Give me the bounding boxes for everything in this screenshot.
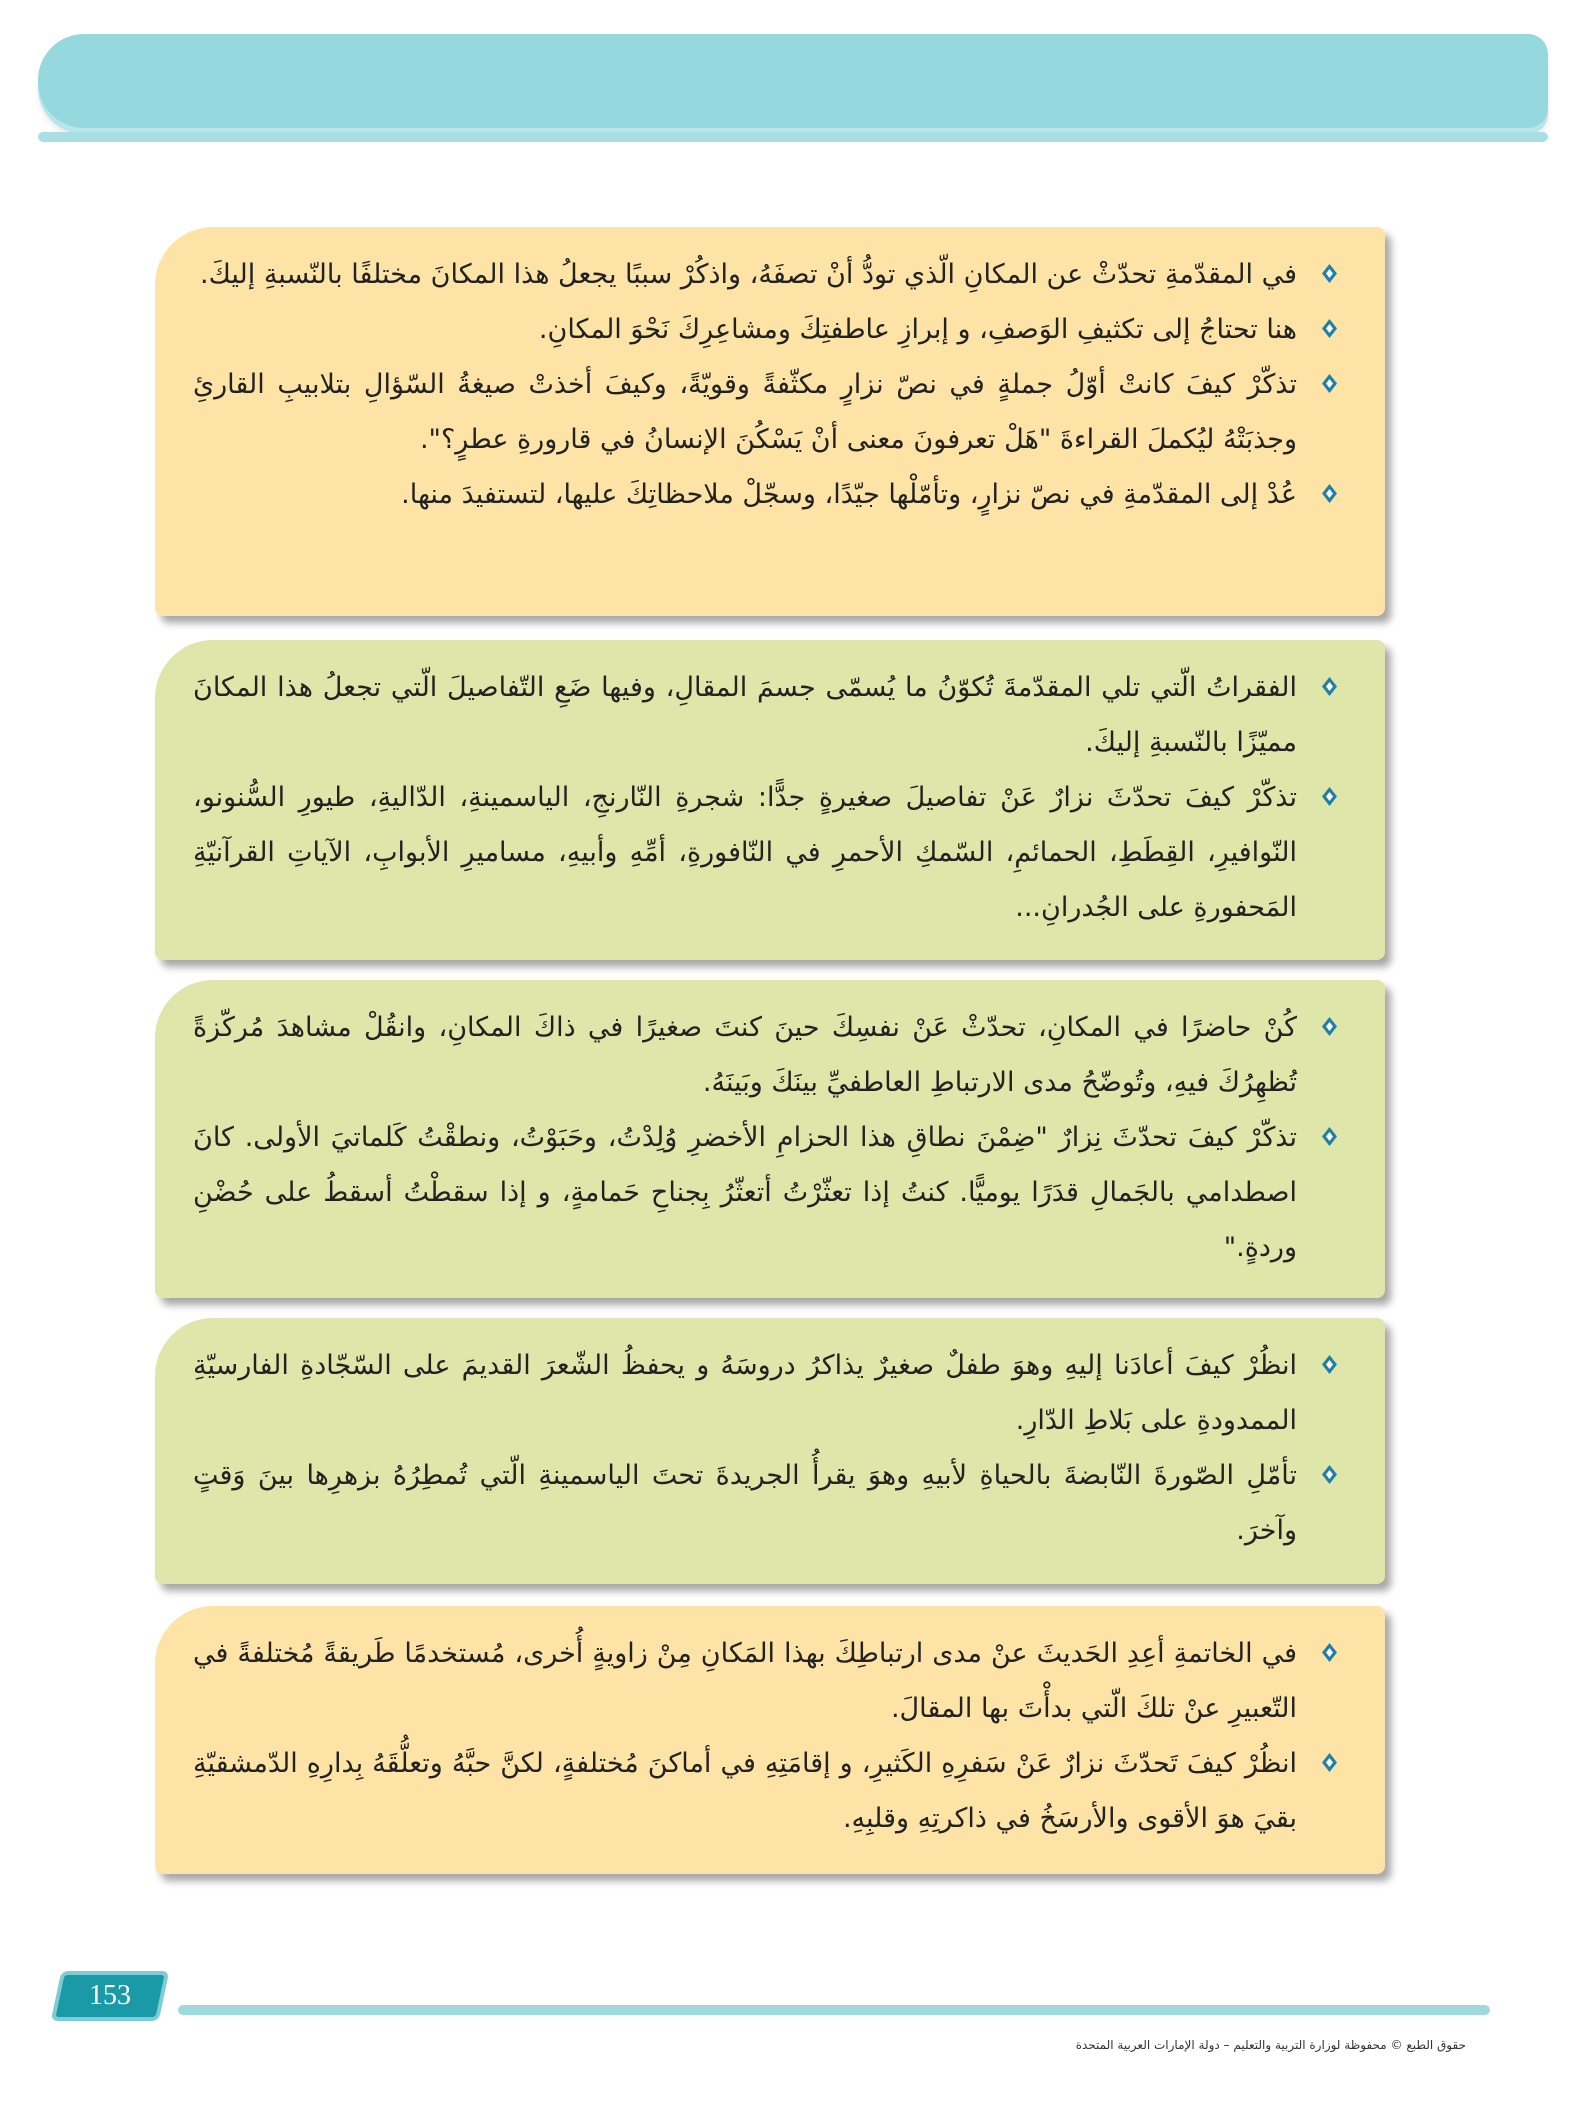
bullet-list (193, 1626, 1337, 1846)
list-item: كُنْ حاضرًا في المكانِ، تحدّثْ عَنْ نفسِكَ حينَ كنتَ صغيرًا في ذاكَ المكانِ، وانقُلْ مشاهدَ مُركّزةً تُظهِرُكَ فيهِ، وتُوضّحُ مدى الارتباطِ العاطفيِّ بينَكَ وبَينَهُ. (193, 1000, 1337, 1110)
list-item: انظُرْ كيفَ أعادَنا إليهِ وهوَ طفلٌ صغيرٌ يذاكرُ دروسَهُ و يحفظُ الشّعرَ القديمَ على السّجّادةِ الفارسيّةِ الممدودةِ على بَلاطِ الدّارِ. (193, 1338, 1337, 1448)
bullet-diamond-icon (1322, 1753, 1337, 1772)
list-item: في الخاتمةِ أعِدِ الحَديثَ عنْ مدى ارتباطِكَ بهذا المَكانِ مِنْ زاويةٍ أُخرى، مُستخدمًا طَريقةً مُختلفةً في التّعبيرِ عنْ تلكَ الّتي بدأْتَ بها المقالَ. (193, 1626, 1337, 1736)
bullet-diamond-icon (1322, 264, 1337, 283)
list-item: تذكّرْ كيفَ كانتْ أوّلُ جملةٍ في نصّ نزارٍ مكثّفةً وقويّةً، وكيفَ أخذتْ صيغةُ السّؤالِ بتلابيبِ القارئِ وجذبَتْهُ ليُكملَ القراءةَ "هَلْ تعرفونَ معنى أنْ يَسْكُنَ الإنسانُ في قارورةِ عطرٍ؟". (193, 357, 1337, 467)
list-item: هنا تحتاجُ إلى تكثيفِ الوَصفِ، و إبرازِ عاطفتِكَ ومشاعِرِكَ نَحْوَ المكانِ. (193, 302, 1337, 357)
list-item: عُدْ إلى المقدّمةِ في نصّ نزارٍ، وتأمّلْها جيّدًا، وسجّلْ ملاحظاتِكَ عليها، لتستفيدَ منها. (193, 467, 1337, 522)
bullet-diamond-icon (1322, 484, 1337, 503)
bullet-diamond-icon (1322, 1643, 1337, 1662)
box-body-memories (155, 1318, 1385, 1584)
copyright-footer: حقوق الطبع © محفوظة لوزارة التربية والتعليم – دولة الإمارات العربية المتحدة (1075, 2038, 1466, 2052)
bullet-diamond-icon (1322, 1355, 1337, 1374)
list-item: الفقراتُ الّتي تلي المقدّمةَ تُكوّنُ ما يُسمّى جسمَ المقالِ، وفيها ضَعِ التّفاصيلَ الّتي تجعلُ هذا المكانَ مميّزًا بالنّسبةِ إليكَ. (193, 660, 1337, 770)
bullet-diamond-icon (1322, 319, 1337, 338)
page-number-badge (56, 1975, 165, 2017)
bullet-diamond-icon (1322, 1017, 1337, 1036)
bullet-list (193, 660, 1337, 935)
bullet-diamond-icon (1322, 374, 1337, 393)
list-item: تذكّرْ كيفَ تحدّثَ نِزارٌ "ضِمْنَ نطاقِ هذا الحزامِ الأخضرِ وُلِدْتُ، وحَبَوْتُ، ونطقْتُ كَلماتيَ الأولى. كانَ اصطدامي بالجَمالِ قدَرًا يوميًّا. كنتُ إذا تعثّرْتُ أتعثّرُ بِجناحِ حَمامةٍ، و إذا سقطْتُ أسقطُ على حُضْنِ وردةٍ." (193, 1110, 1337, 1275)
bullet-list (193, 1000, 1337, 1275)
box-conclusion (155, 1606, 1385, 1874)
bullet-diamond-icon (1322, 1127, 1337, 1146)
bullet-list (193, 247, 1337, 522)
box-body-presence (155, 980, 1385, 1298)
list-item: تأمّلِ الصّورةَ النّابضةَ بالحياةِ لأبيهِ وهوَ يقرأُ الجريدةَ تحتَ الياسمينةِ الّتي تُمطِرُهُ بزهرِها بينَ وَقتٍ وآخرَ. (193, 1448, 1337, 1558)
list-item: انظُرْ كيفَ تَحدّثَ نزارٌ عَنْ سَفرِهِ الكَثيرِ، و إقامَتِهِ في أماكنَ مُختلفةٍ، لكنَّ حبَّهُ وتعلُّقَهُ بِدارِهِ الدّمشقيّةِ بقيَ هوَ الأقوى والأرسَخُ في ذاكرتِهِ وقلبِهِ. (193, 1736, 1337, 1846)
box-introduction (155, 227, 1385, 616)
bullet-diamond-icon (1322, 787, 1337, 806)
box-body-details (155, 640, 1385, 960)
list-item: تذكّرْ كيفَ تحدّثَ نزارٌ عَنْ تفاصيلَ صغيرةٍ جدًّا: شجرةِ النّارنجِ، الياسمينةِ، الدّاليةِ، طيورِ السُّنونو، النّوافيرِ، القِطَطِ، الحمائمِ، السّمكِ الأحمرِ في النّافورةِ، أمِّهِ وأبيهِ، مساميرِ الأبوابِ، الآياتِ القرآنيّةِ المَحفورةِ على الجُدرانِ... (193, 770, 1337, 935)
list-item: في المقدّمةِ تحدّثْ عن المكانِ الّذي تودُّ أنْ تصفَهُ، واذكُرْ سببًا يجعلُ هذا المكانَ مختلفًا بالنّسبةِ إليكَ. (193, 247, 1337, 302)
page-number: 153 (89, 1980, 131, 2011)
bullet-list (193, 1338, 1337, 1558)
bullet-diamond-icon (1322, 677, 1337, 696)
header-band (38, 34, 1548, 128)
bullet-diamond-icon (1322, 1465, 1337, 1484)
footer-line (178, 2005, 1490, 2015)
